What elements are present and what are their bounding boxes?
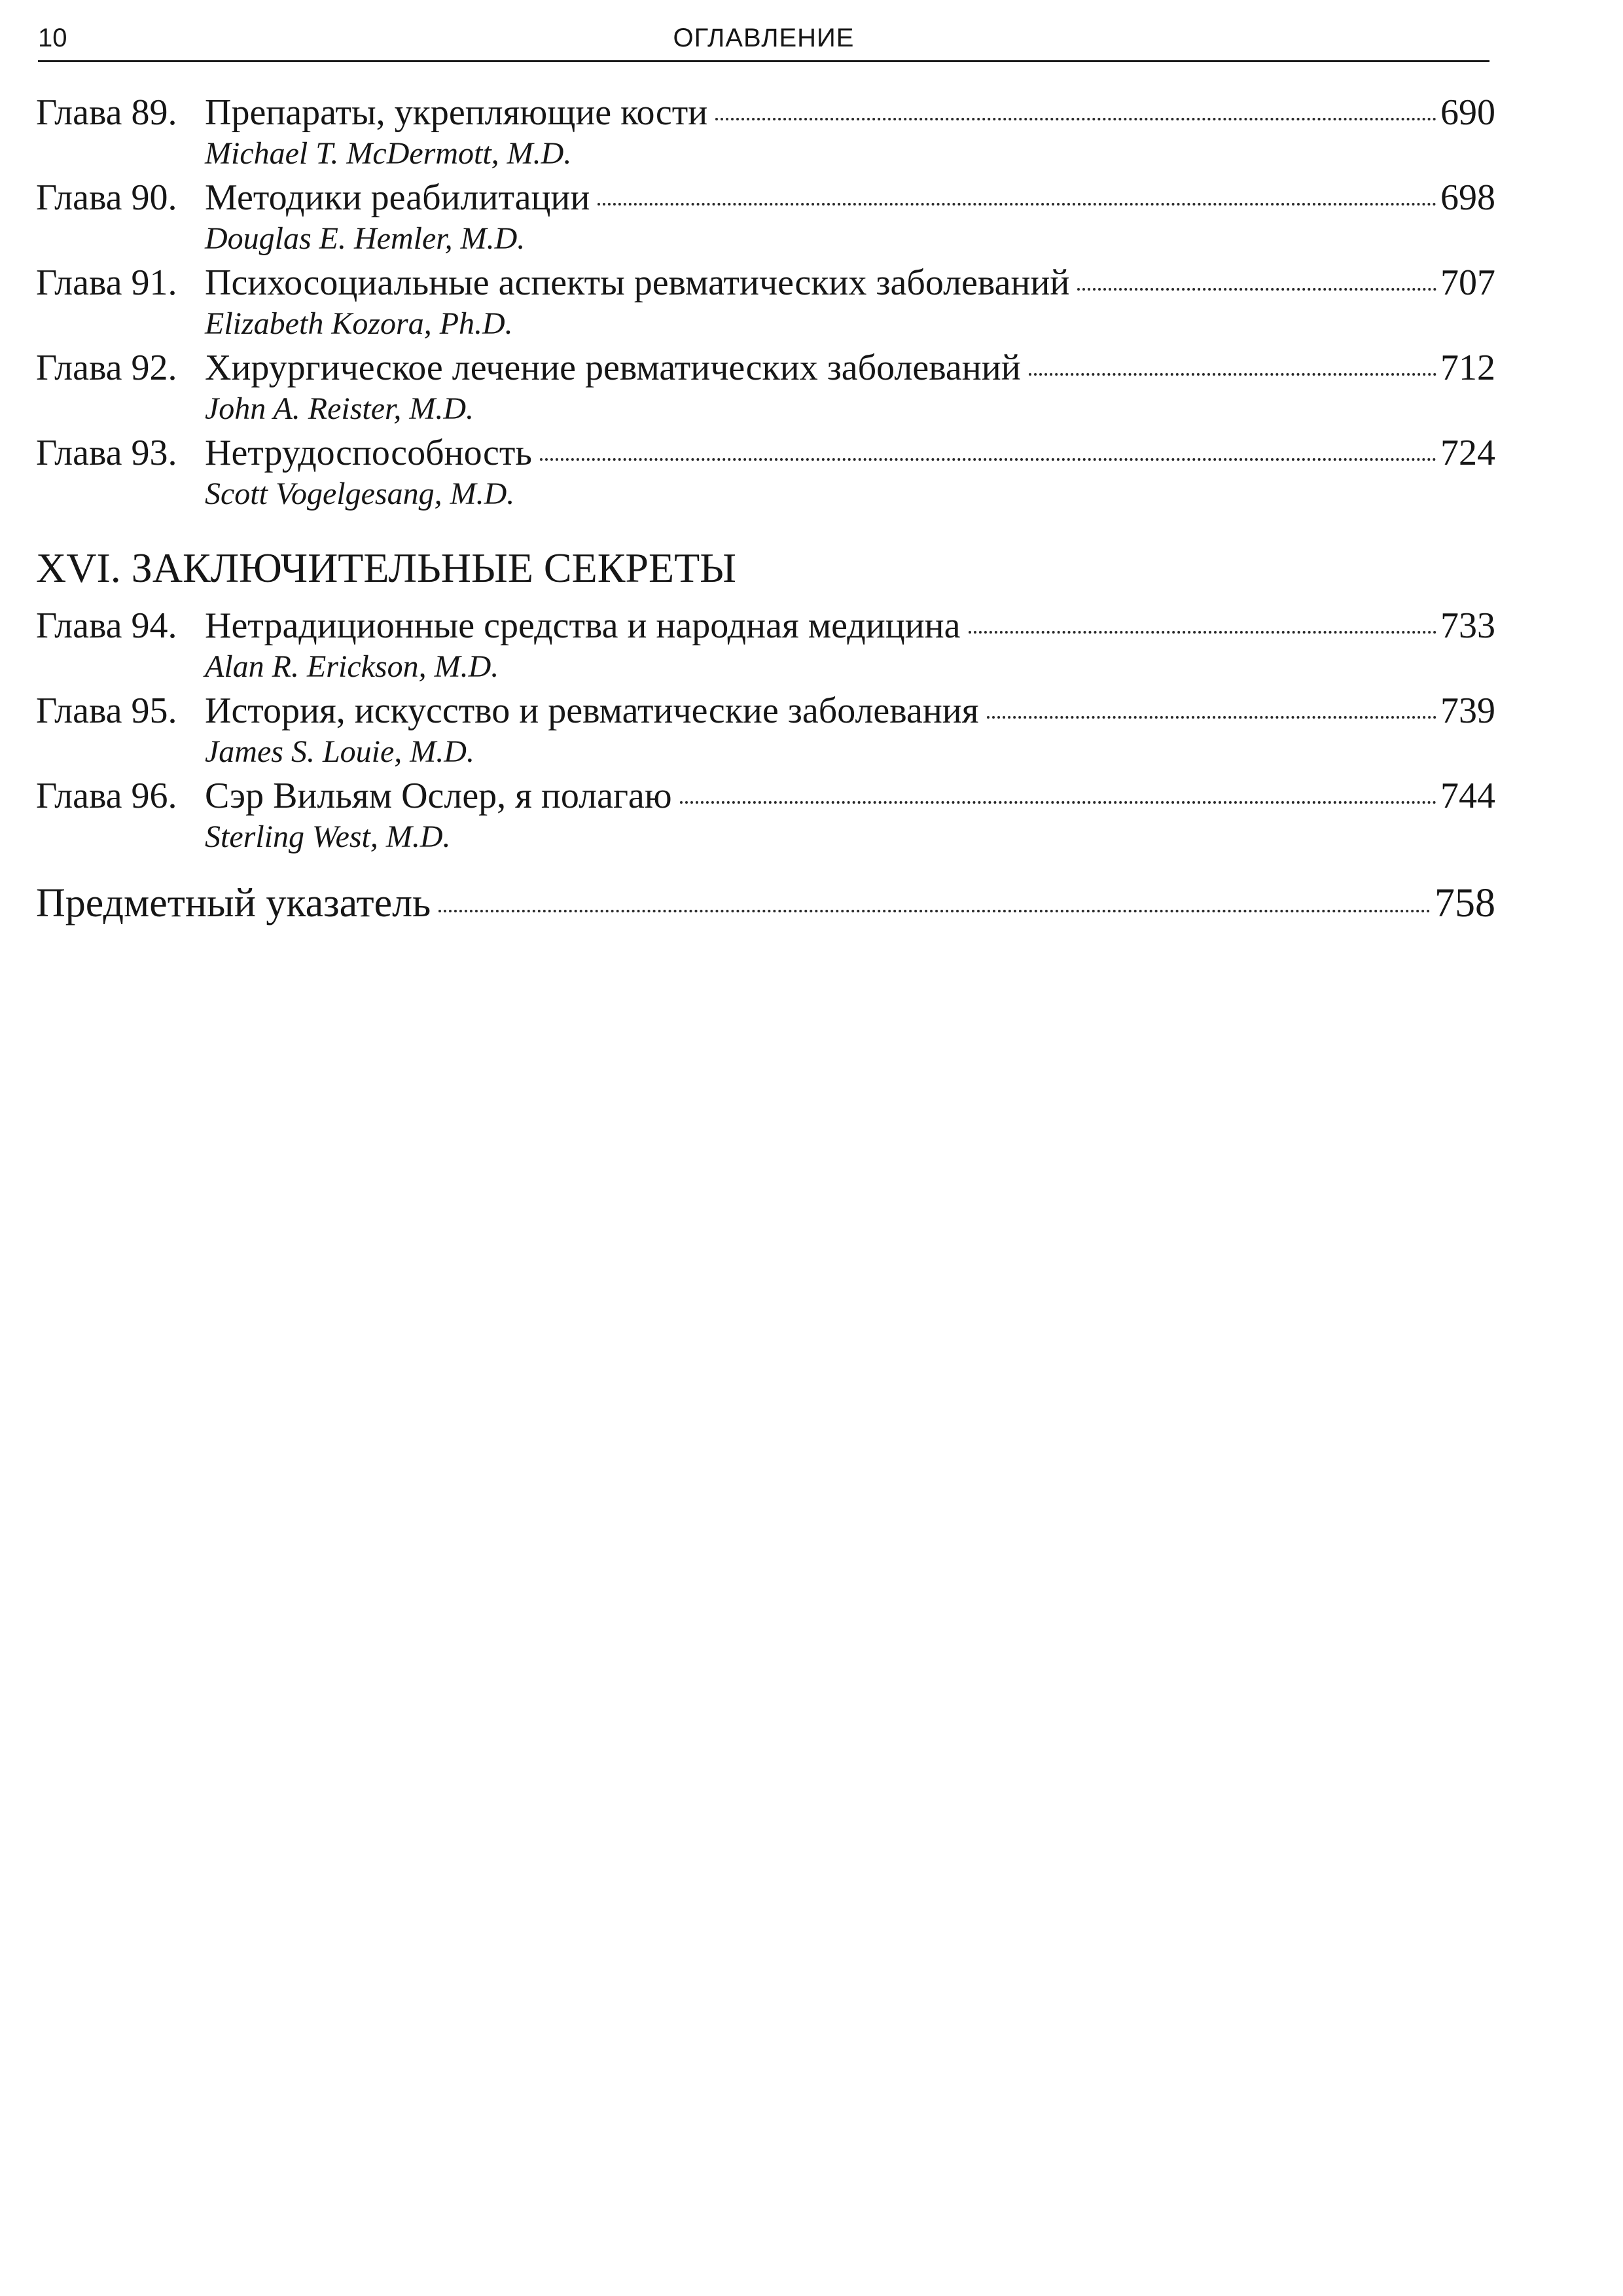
chapter-author: Douglas E. Hemler, M.D. xyxy=(205,221,526,256)
chapter-number: Глава 94. xyxy=(36,605,177,646)
dot-leader xyxy=(438,910,1431,912)
chapter-number: Глава 89. xyxy=(36,92,177,133)
chapter-page-number: 698 xyxy=(1440,177,1495,218)
chapter-page-number: 733 xyxy=(1440,605,1495,646)
header-page-number: 10 xyxy=(38,24,67,52)
toc-entry-92[interactable] xyxy=(36,346,1495,431)
chapter-author: Michael T. McDermott, M.D. xyxy=(205,136,572,171)
chapter-title: Психосоциальные аспекты ревматических заболеваний xyxy=(205,262,1070,303)
chapter-title: Хирургическое лечение ревматических заболеваний xyxy=(205,348,1021,388)
chapter-number: Глава 93. xyxy=(36,433,177,473)
chapter-title: Препараты, укрепляющие кости xyxy=(205,92,708,133)
toc-entry-index[interactable] xyxy=(36,878,1495,928)
chapter-page-number: 739 xyxy=(1440,691,1495,731)
dot-leader xyxy=(540,458,1436,461)
section-heading: XVI. ЗАКЛЮЧИТЕЛЬНЫЕ СЕКРЕТЫ xyxy=(36,545,736,591)
chapter-number: Глава 96. xyxy=(36,776,177,816)
chapter-title: Сэр Вильям Ослер, я полагаю xyxy=(205,776,672,816)
chapter-number: Глава 92. xyxy=(36,348,177,388)
toc-entry-89[interactable] xyxy=(36,90,1495,175)
chapter-author: Scott Vogelgesang, M.D. xyxy=(205,476,515,511)
chapter-author: James S. Louie, M.D. xyxy=(205,734,474,769)
chapter-page-number: 724 xyxy=(1440,433,1495,473)
chapter-author: Elizabeth Kozora, Ph.D. xyxy=(205,306,513,341)
table-of-contents xyxy=(36,90,1495,928)
dot-leader xyxy=(987,716,1436,719)
dot-leader xyxy=(969,631,1436,634)
toc-entry-96[interactable] xyxy=(36,774,1495,859)
toc-entry-95[interactable] xyxy=(36,689,1495,774)
toc-entry-91[interactable] xyxy=(36,260,1495,346)
index-page-number: 758 xyxy=(1435,881,1495,925)
chapter-number: Глава 91. xyxy=(36,262,177,303)
dot-leader xyxy=(715,118,1436,120)
chapter-page-number: 690 xyxy=(1440,92,1495,133)
chapter-author: Alan R. Erickson, M.D. xyxy=(205,649,499,684)
chapter-number: Глава 95. xyxy=(36,691,177,731)
toc-entry-93[interactable] xyxy=(36,431,1495,516)
toc-entry-90[interactable] xyxy=(36,175,1495,260)
dot-leader xyxy=(597,203,1436,206)
toc-entry-94[interactable] xyxy=(36,603,1495,689)
chapter-title: Методики реабилитации xyxy=(205,177,590,218)
chapter-page-number: 744 xyxy=(1440,776,1495,816)
chapter-author: John A. Reister, M.D. xyxy=(205,391,474,426)
dot-leader xyxy=(1077,288,1436,291)
chapter-title: История, искусство и ревматические заболевания xyxy=(205,691,979,731)
header-title: ОГЛАВЛЕНИЕ xyxy=(673,24,855,52)
chapter-title: Нетрадиционные средства и народная медицина xyxy=(205,605,961,646)
page-header xyxy=(38,18,1489,62)
dot-leader xyxy=(1029,373,1436,376)
chapter-number: Глава 90. xyxy=(36,177,177,218)
dot-leader xyxy=(680,801,1436,804)
chapter-page-number: 712 xyxy=(1440,348,1495,388)
index-label: Предметный указатель xyxy=(36,881,431,925)
chapter-author: Sterling West, M.D. xyxy=(205,819,451,854)
chapter-page-number: 707 xyxy=(1440,262,1495,303)
chapter-title: Нетрудоспособность xyxy=(205,433,532,473)
